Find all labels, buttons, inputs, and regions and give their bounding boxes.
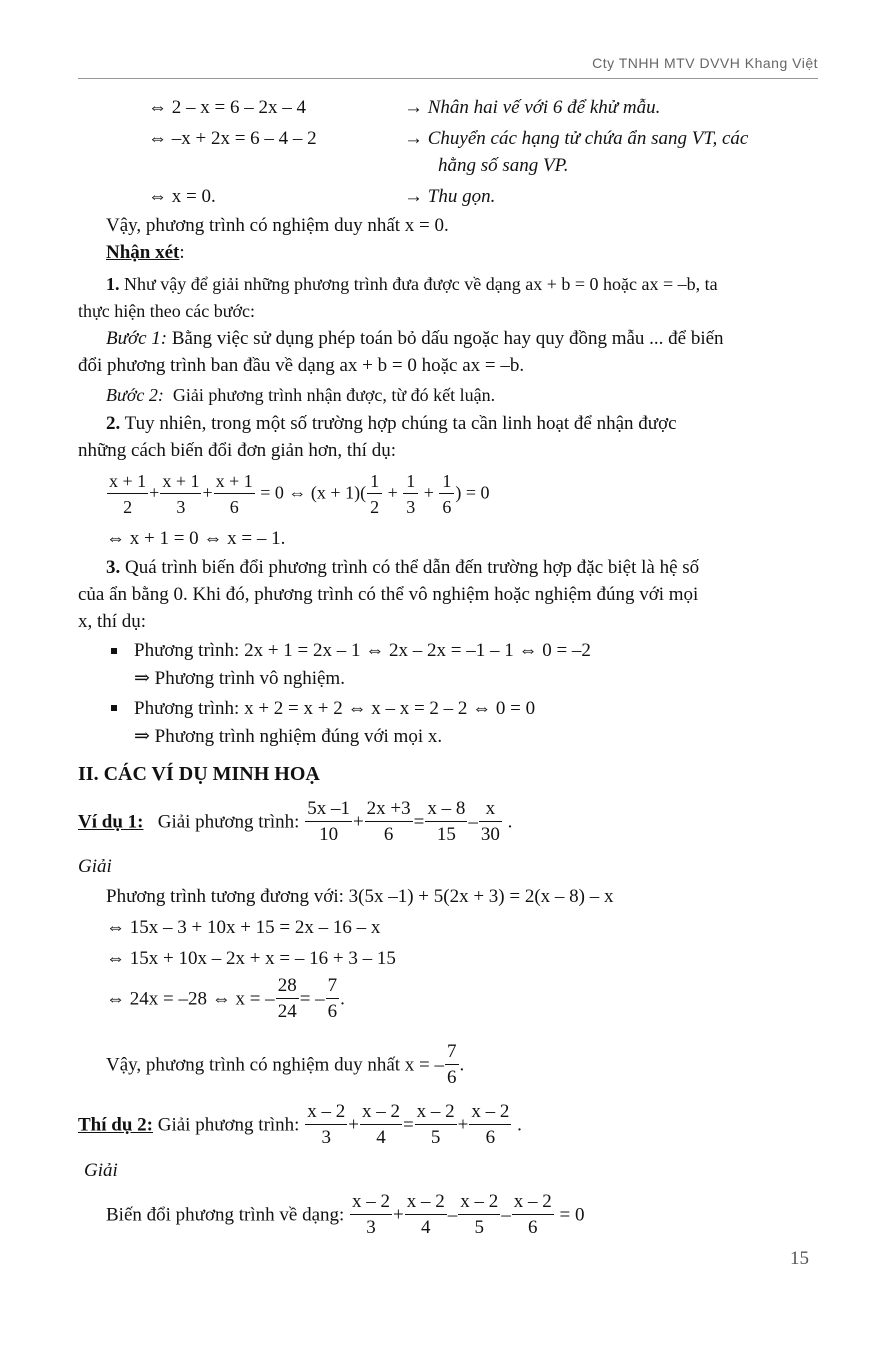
fraction: $\frac{x - 2}{5}$ xyxy=(416,1101,455,1148)
remark-3-num: 3. xyxy=(106,557,121,578)
fraction: $\frac{2x +3}{6}$ xyxy=(366,798,411,845)
step-note-2: → Chuyển các hạng tử chứa ẩn sang VT, các xyxy=(404,128,749,149)
example-1-conclusion: Vậy, phương trình có nghiệm duy nhất x = – $\frac{7}{6}$ . xyxy=(106,1040,464,1091)
fraction: $\frac{7}{6}$ xyxy=(327,975,338,1022)
page-number: 15 xyxy=(790,1248,809,1269)
remark-3-cont-2: x, thí dụ: xyxy=(78,611,147,632)
fraction: $\frac{x - 2}{3}$ xyxy=(307,1101,346,1148)
fraction: $\frac{7}{6}$ xyxy=(447,1041,457,1088)
example-1-line-4: ⇔ 24x = –28 ⇔ x = – $\frac{28}{24}$ = – $\frac{7}{6}$ . xyxy=(106,974,345,1025)
fraction: $\frac{x - 8}{15}$ xyxy=(427,798,466,845)
fraction: $\frac{x - 2}{6}$ xyxy=(513,1191,552,1238)
remark-3-text: Quá trình biến đổi phương trình có thể dẫn đến trường hợp đặc biệt là hệ số xyxy=(125,557,700,578)
step-eq-2: ⇔ –x + 2x = 6 – 4 – 2 xyxy=(148,128,317,149)
remark-title: Nhận xét xyxy=(106,242,180,263)
example-1-prompt: Giải phương trình: xyxy=(157,811,300,833)
example-1-solution-label: Giải xyxy=(78,856,112,877)
bullet-marker xyxy=(111,648,117,654)
header-rule xyxy=(78,78,818,79)
step-eq-3: ⇔ x = 0. xyxy=(148,186,216,207)
step-1-cont: đổi phương trình ban đầu về dạng ax + b = 0 hoặc ax = –b. xyxy=(78,355,525,376)
remark-3-cont: của ẩn bằng 0. Khi đó, phương trình có thể vô nghiệm hoặc nghiệm đúng với mọi xyxy=(78,584,699,605)
example-1-statement: Ví dụ 1: Giải phương trình: $\frac{5x -1}{10}$ + $\frac{2x +3}{6}$ = $\frac{x - 8}{15}$ – $\frac{x}{30}$ . xyxy=(78,797,512,848)
step-2-text: Giải phương trình nhận được, từ đó kết luận. xyxy=(172,385,496,405)
fraction: $\frac{x - 2}{5}$ xyxy=(460,1191,499,1238)
example-1-line-1: Phương trình tương đương với: 3(5x –1) + 5(2x + 3) = 2(x – 8) – x xyxy=(106,886,614,907)
remark-1 xyxy=(106,273,718,295)
fraction: $\frac{x - 2}{4}$ xyxy=(406,1191,445,1238)
remark-2-text: Tuy nhiên, trong một số trường hợp chúng ta cần linh hoạt để nhận được xyxy=(124,413,677,434)
step-2-label: Bước 2: xyxy=(106,385,164,405)
example-2-statement: Thí dụ 2: Giải phương trình: $\frac{x - 2}{3}$ + $\frac{x - 2}{4}$ = $\frac{x - 2}{5}$ + $\frac{x - 2}{6}$ . xyxy=(78,1100,522,1151)
fraction: $\frac{x - 2}{4}$ xyxy=(361,1101,400,1148)
fraction: $\frac{1}{2}$ xyxy=(367,469,382,520)
bullet-2-result: ⇒ Phương trình nghiệm đúng với mọi x. xyxy=(134,726,443,747)
section-title: II. CÁC VÍ DỤ MINH HOẠ xyxy=(78,763,320,785)
example-2-solution-label: Giải xyxy=(84,1160,118,1181)
fraction: $\frac{x - 2}{6}$ xyxy=(471,1101,510,1148)
remark-1-cont: thực hiện theo các bước: xyxy=(78,301,255,321)
fraction: $\frac{x + 1}{6}$ xyxy=(215,471,253,517)
bullet-2: Phương trình: x + 2 = x + 2 ⇔ x – x = 2 – 2 ⇔ 0 = 0 xyxy=(134,698,536,719)
remark-2-equation: $\frac{x + 1}{2}$ + $\frac{x + 1}{3}$ + $\frac{x + 1}{6}$ = 0 ⇔ (x + 1)( $\frac{1}{2}$ + $\frac{1}{3}$ + $\frac{1}{6}$ ) = 0 xyxy=(106,469,490,520)
remark-2-num: 2. xyxy=(106,413,121,434)
step-1-text: Bằng việc sử dụng phép toán bỏ dấu ngoặc hay quy đồng mẫu ... để biến xyxy=(171,328,724,349)
example-2-transform: Biến đổi phương trình về dạng: $\frac{x - 2}{3}$ + $\frac{x - 2}{4}$ – $\frac{x - 2}{5}$ – $\frac{x - 2}{6}$ = 0 xyxy=(106,1190,584,1241)
step-eq-1: ⇔ 2 – x = 6 – 2x – 4 xyxy=(148,97,306,118)
remark-2-cont: những cách biến đổi đơn giản hơn, thí dụ: xyxy=(78,440,396,461)
remark-3 xyxy=(106,557,699,579)
step-1-label: Bước 1: xyxy=(106,328,168,349)
fraction: $\frac{28}{24}$ xyxy=(277,975,297,1022)
remark-2 xyxy=(106,413,677,435)
fraction: $\frac{x}{30}$ xyxy=(480,798,500,845)
fraction: $\frac{5x -1}{10}$ xyxy=(307,798,350,845)
bullet-marker xyxy=(111,705,117,711)
fraction: $\frac{1}{6}$ xyxy=(439,469,454,520)
step-2 xyxy=(106,384,495,406)
bullet-1: Phương trình: 2x + 1 = 2x – 1 ⇔ 2x – 2x = –1 – 1 ⇔ 0 = –2 xyxy=(134,640,591,661)
fraction: $\frac{x - 2}{3}$ xyxy=(352,1191,391,1238)
step-note-2-cont: hằng số sang VP. xyxy=(438,155,569,176)
bullet-1-result: ⇒ Phương trình vô nghiệm. xyxy=(134,668,345,689)
remark-heading xyxy=(106,242,185,264)
remark-colon: : xyxy=(179,242,185,263)
remark-1-num: 1. xyxy=(106,274,120,294)
example-1-label: Ví dụ 1: xyxy=(78,811,144,833)
step-note-1: → Nhân hai vế với 6 để khử mẫu. xyxy=(404,97,661,118)
example-2-label: Thí dụ 2: xyxy=(78,1114,153,1136)
step-note-3: → Thu gọn. xyxy=(404,186,496,207)
fraction: $\frac{x + 1}{3}$ xyxy=(162,471,200,517)
example-1-line-3: ⇔ 15x + 10x – 2x + x = – 16 + 3 – 15 xyxy=(106,948,396,969)
step-1 xyxy=(106,328,724,350)
example-2-prompt: Giải phương trình: xyxy=(157,1114,300,1136)
conclusion-1: Vậy, phương trình có nghiệm duy nhất x = 0. xyxy=(106,215,449,236)
remark-1-text: Như vậy để giải những phương trình đưa được về dạng ax + b = 0 hoặc ax = –b, ta xyxy=(124,274,718,294)
example-1-line-2: ⇔ 15x – 3 + 10x + 15 = 2x – 16 – x xyxy=(106,917,381,938)
publisher-header: Cty TNHH MTV DVVH Khang Việt xyxy=(592,55,818,71)
remark-2-result: ⇔ x + 1 = 0 ⇔ x = – 1. xyxy=(106,528,286,549)
fraction: $\frac{x + 1}{2}$ xyxy=(109,471,147,517)
fraction: $\frac{1}{3}$ xyxy=(403,469,418,520)
